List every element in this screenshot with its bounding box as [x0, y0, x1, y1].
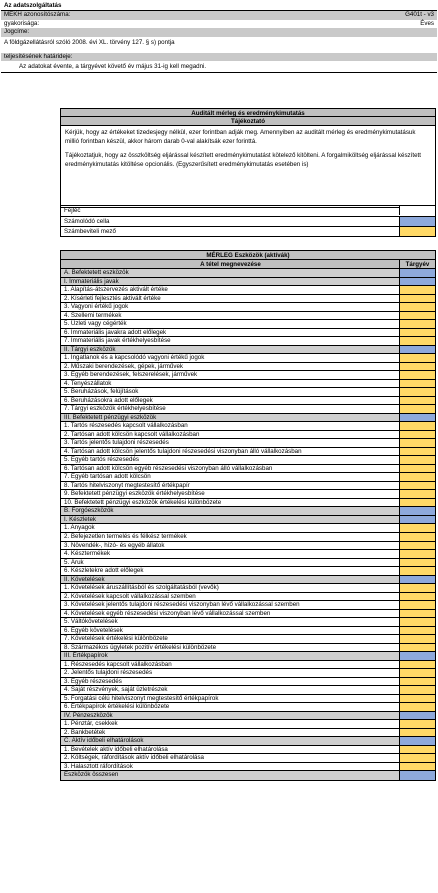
row-label: 2. Követelések kapcsolt vállalkozással szemben	[64, 592, 196, 600]
row-label: 3. Vagyoni értékű jogok	[64, 303, 129, 311]
input-cell[interactable]	[399, 567, 435, 575]
input-cell[interactable]	[399, 465, 435, 473]
calculated-cell	[399, 346, 435, 354]
table-row	[61, 550, 435, 559]
row-label: 6. Beruházásokra adott előlegek	[64, 396, 153, 404]
table-row	[61, 712, 435, 721]
row-label: 5. Váltókövetelések	[64, 618, 118, 626]
input-cell[interactable]	[399, 703, 435, 711]
row-label: 4. Saját részvények, saját üzletrészek	[64, 686, 168, 694]
calculated-cell	[399, 652, 435, 660]
mekh-value: G401t - v3	[405, 11, 434, 18]
row-label: 6. Immateriális javakra adott előlegek	[64, 328, 167, 336]
calculated-cell	[399, 414, 435, 422]
table-row	[61, 542, 435, 551]
input-cell[interactable]	[399, 601, 435, 609]
input-cell[interactable]	[399, 686, 435, 694]
input-cell[interactable]	[399, 431, 435, 439]
info-subtitle: Tájékoztató	[60, 117, 436, 126]
row-label: 8. Származékos ügyletek pozitív értékelési különbözete	[64, 643, 217, 651]
input-cell[interactable]	[399, 303, 435, 311]
row-label: 7. Követelések értékelési különbözete	[64, 635, 168, 643]
header-block	[1, 1, 437, 73]
table-row	[61, 490, 435, 499]
row-label: 1. Tartós részesedés kapcsolt vállalkozásban	[64, 422, 188, 430]
row-label: 5. Beruházások, felújítások	[64, 388, 139, 396]
table-row	[61, 661, 435, 670]
row-label: C. Aktív időbeli elhatárolások	[64, 737, 144, 745]
info-title: Auditált mérleg és eredménykimutatás	[60, 108, 436, 117]
law-value-row	[1, 37, 437, 49]
row-label: 6. Tartósan adott kölcsön egyéb részesedési viszonyban álló vállalkozásban	[64, 464, 273, 472]
input-cell[interactable]	[399, 482, 435, 490]
table-row	[61, 329, 435, 338]
table-row	[61, 295, 435, 304]
table-row	[61, 439, 435, 448]
input-cell[interactable]	[399, 627, 435, 635]
table-row	[61, 729, 435, 738]
table-row	[61, 593, 435, 602]
legend-swatch	[399, 227, 435, 236]
row-label: 1. Részesedés kapcsolt vállalkozásban	[64, 660, 172, 668]
legend-item	[61, 206, 435, 216]
legend	[60, 205, 436, 237]
row-label: 5. Egyéb tartós részesedés	[64, 456, 139, 464]
calculated-cell	[399, 712, 435, 720]
row-label: 5. Üzleti vagy cégérték	[64, 320, 127, 328]
table-row	[61, 363, 435, 372]
info-paragraph-2: Tájékoztatjuk, hogy az összköltség eljárással készített eredménykimutatást kötelező kitölteni. A forgalmiköltség eljárással készített eredménykimutatás kitöltése opcionális. (Egyszerűsített eredménykimutatás esetében is)	[65, 152, 421, 168]
law-label: Jogcíme:	[4, 28, 30, 35]
input-cell[interactable]	[399, 729, 435, 737]
table-row	[61, 567, 435, 576]
calculated-cell	[399, 771, 435, 780]
input-cell[interactable]	[399, 354, 435, 362]
table-row	[61, 405, 435, 414]
row-label: 2. Költségek, ráfordítások aktív időbeli elhatárolása	[64, 754, 204, 762]
input-cell[interactable]	[399, 720, 435, 728]
input-cell[interactable]	[399, 320, 435, 328]
table-row	[61, 320, 435, 329]
row-label: I. Készletek	[64, 515, 96, 523]
deadline-value: Az adatokat évente, a tárgyévet követő év május 31-ig kell megadni.	[19, 63, 207, 70]
legend-label: Számolódó cella	[64, 218, 110, 225]
row-label: III. Befektetett pénzügyi eszközök	[64, 413, 157, 421]
row-label: II. Tárgyi eszközök	[64, 345, 116, 353]
row-label: 2. Jelentős tulajdoni részesedés	[64, 669, 153, 677]
input-cell[interactable]	[399, 439, 435, 447]
table-row	[61, 269, 435, 278]
table-row	[61, 627, 435, 636]
table-row	[61, 576, 435, 585]
column-header-year: Tárgyév	[399, 260, 435, 268]
input-cell[interactable]	[399, 388, 435, 396]
table-row	[61, 388, 435, 397]
row-label: 3. Egyéb berendezések, felszerelések, járművek	[64, 371, 198, 379]
table-row	[61, 635, 435, 644]
input-cell[interactable]	[399, 618, 435, 626]
row-label: II. Követelések	[64, 575, 105, 583]
table-row	[61, 703, 435, 712]
table-row	[61, 499, 435, 508]
row-label: 3. Követelések jelentős tulajdoni részesedési viszonyban lévő vállalkozással szemben	[64, 601, 300, 609]
table-row	[61, 397, 435, 406]
law-label-row	[1, 28, 437, 37]
row-label: 2. Bankbetétek	[64, 728, 106, 736]
row-label: 4. Tartósan adott kölcsön jelentős tulajdoni részesedési viszonyban álló vállalkozásban	[64, 447, 302, 455]
input-cell[interactable]	[399, 286, 435, 294]
table-row	[61, 644, 435, 653]
frequency-label: gyakorisága:	[4, 19, 40, 27]
row-label: 1. Követelések áruszállításból és szolgáltatásból (vevők)	[64, 584, 219, 592]
deadline-label: teljesítésének határideje:	[4, 52, 73, 60]
row-label: 6. Értékpapírok értékelési különbözete	[64, 703, 170, 711]
table-row	[61, 695, 435, 704]
table-row	[61, 559, 435, 568]
table-row	[61, 771, 435, 780]
table-row	[61, 286, 435, 295]
row-label: 10. Befektetett pénzügyi eszközök értékelési különbözete	[64, 498, 222, 506]
info-box	[60, 108, 436, 208]
table-row	[61, 414, 435, 423]
table-row	[61, 346, 435, 355]
input-cell[interactable]	[399, 584, 435, 592]
input-cell[interactable]	[399, 473, 435, 481]
row-label: 1. Anyagok	[64, 524, 95, 532]
row-label: 7. Immateriális javak értékhelyesbítése	[64, 337, 171, 345]
table-row	[61, 763, 435, 772]
frequency-row	[1, 20, 437, 29]
table-row	[61, 678, 435, 687]
calculated-cell	[399, 516, 435, 524]
table-row	[61, 473, 435, 482]
table-row	[61, 482, 435, 491]
row-label: 6. Készletekre adott előlegek	[64, 567, 144, 575]
row-label: 6. Egyéb követelések	[64, 626, 123, 634]
table-row	[61, 601, 435, 610]
row-label: 1. Alapítás-átszervezés aktivált értéke	[64, 286, 168, 294]
input-cell[interactable]	[399, 380, 435, 388]
row-label: IV. Pénzeszközök	[64, 711, 113, 719]
row-label: 4. Szellemi termékek	[64, 311, 122, 319]
table-title: MÉRLEG Eszközök (aktívák)	[61, 251, 435, 260]
input-cell[interactable]	[399, 661, 435, 669]
calculated-cell	[399, 278, 435, 286]
row-label: 1. Ingatlanok és a kapcsolódó vagyoni értékű jogok	[64, 354, 205, 362]
row-label: 2. Tartósan adott kölcsön kapcsolt vállalkozásban	[64, 430, 200, 438]
legend-label: Számbeviteli mező	[64, 228, 116, 235]
input-cell[interactable]	[399, 746, 435, 754]
row-label: Eszközök összesen	[64, 771, 119, 779]
input-cell[interactable]	[399, 499, 435, 507]
table-row	[61, 754, 435, 763]
input-cell[interactable]	[399, 329, 435, 337]
input-cell[interactable]	[399, 312, 435, 320]
table-row	[61, 371, 435, 380]
balance-sheet-table	[60, 250, 436, 781]
row-label: 4. Tenyészállatok	[64, 379, 112, 387]
row-label: 5. Áruk	[64, 558, 84, 566]
table-row	[61, 618, 435, 627]
input-cell[interactable]	[399, 754, 435, 762]
legend-item	[61, 216, 435, 226]
row-label: 3. Növendék-, hízó- és egyéb állatok	[64, 541, 165, 549]
row-label: 3. Tartós jelentős tulajdoni részesedés	[64, 439, 169, 447]
legend-item	[61, 226, 435, 236]
row-label: 3. Halasztott ráfordítások	[64, 762, 133, 770]
input-cell[interactable]	[399, 371, 435, 379]
table-row	[61, 652, 435, 661]
table-row	[61, 278, 435, 287]
table-row	[61, 507, 435, 516]
input-cell[interactable]	[399, 635, 435, 643]
table-row	[61, 303, 435, 312]
input-cell[interactable]	[399, 669, 435, 677]
table-row	[61, 686, 435, 695]
table-row	[61, 431, 435, 440]
deadline-label-row	[1, 53, 437, 62]
calculated-cell	[399, 507, 435, 515]
table-row	[61, 533, 435, 542]
input-cell[interactable]	[399, 490, 435, 498]
table-body	[61, 269, 435, 780]
input-cell[interactable]	[399, 397, 435, 405]
row-label: 2. Kísérleti fejlesztés aktivált értéke	[64, 294, 161, 302]
input-cell[interactable]	[399, 678, 435, 686]
input-cell[interactable]	[399, 559, 435, 567]
input-cell[interactable]	[399, 448, 435, 456]
input-cell[interactable]	[399, 456, 435, 464]
row-label: 7. Tárgyi eszközök értékhelyesbítése	[64, 405, 166, 413]
table-row	[61, 720, 435, 729]
input-cell[interactable]	[399, 644, 435, 652]
table-row	[61, 456, 435, 465]
calculated-cell	[399, 269, 435, 277]
input-cell[interactable]	[399, 363, 435, 371]
table-row	[61, 448, 435, 457]
table-row	[61, 380, 435, 389]
row-label: 1. Bevételek aktív időbeli elhatárolása	[64, 745, 168, 753]
input-cell[interactable]	[399, 763, 435, 771]
header-title: Az adatszolgáltatás	[1, 1, 437, 11]
row-label: 2. Befejezetlen termelés és félkész termékek	[64, 532, 187, 540]
legend-label: Fejléc	[64, 207, 81, 214]
input-cell[interactable]	[399, 422, 435, 430]
frequency-value: Éves	[420, 19, 434, 27]
table-row	[61, 737, 435, 746]
table-row	[61, 669, 435, 678]
table-row	[61, 584, 435, 593]
input-cell[interactable]	[399, 405, 435, 413]
input-cell[interactable]	[399, 533, 435, 541]
table-row	[61, 354, 435, 363]
row-label: 2. Műszaki berendezések, gépek, járművek	[64, 362, 183, 370]
mekh-label: MEKH azonosítószáma:	[4, 11, 71, 18]
row-label: 4. Késztermékek	[64, 550, 111, 558]
row-label: 8. Tartós hitelviszonyt megtestesítő értékpapír	[64, 481, 190, 489]
row-label: 5. Forgatási célú hitelviszonyt megtestesítő értékpapírok	[64, 694, 219, 702]
input-cell[interactable]	[399, 524, 435, 532]
input-cell[interactable]	[399, 610, 435, 618]
row-label: 7. Egyéb tartósan adott kölcsön	[64, 473, 151, 481]
row-label: 3. Egyéb részesedés	[64, 677, 122, 685]
row-label: 4. Követelések egyéb részesedési viszonyban lévő vállalkozással szemben	[64, 609, 271, 617]
table-row	[61, 610, 435, 619]
deadline-value-row	[1, 61, 437, 73]
row-label: 9. Befektetett pénzügyi eszközök értékhelyesbítése	[64, 490, 205, 498]
input-cell[interactable]	[399, 337, 435, 345]
input-cell[interactable]	[399, 593, 435, 601]
table-row	[61, 516, 435, 525]
law-value: A földgázellátásról szóló 2008. évi XL. törvény 127. § s) pontja	[4, 38, 175, 46]
row-label: B. Forgóeszközök	[64, 507, 114, 515]
row-label: III. Értékpapírok	[64, 652, 108, 660]
calculated-cell	[399, 576, 435, 584]
input-cell[interactable]	[399, 542, 435, 550]
table-row	[61, 312, 435, 321]
table-row	[61, 337, 435, 346]
table-row	[61, 465, 435, 474]
info-paragraph-1: Kérjük, hogy az értékeket tizedesjegy nélkül, ezer forintban adják meg. Amennyiben az auditált mérleg és eredménykimutatásuk millió forintban készül, akkor három darab 0-val alakítsák ezer forinttá.	[65, 129, 416, 145]
input-cell[interactable]	[399, 295, 435, 303]
input-cell[interactable]	[399, 550, 435, 558]
legend-swatch	[399, 217, 435, 226]
table-row	[61, 524, 435, 533]
row-label: 1. Pénztár, csekkek	[64, 720, 118, 728]
calculated-cell	[399, 737, 435, 745]
row-label: A. Befektetett eszközök	[64, 269, 129, 276]
table-row	[61, 422, 435, 431]
mekh-row	[1, 11, 437, 20]
row-label: I. Immateriális javak	[64, 277, 119, 285]
input-cell[interactable]	[399, 695, 435, 703]
legend-swatch	[399, 206, 435, 215]
table-row	[61, 746, 435, 755]
table-header	[61, 260, 435, 269]
info-body	[60, 126, 436, 208]
column-header-name: A tétel megnevezése	[200, 261, 261, 268]
